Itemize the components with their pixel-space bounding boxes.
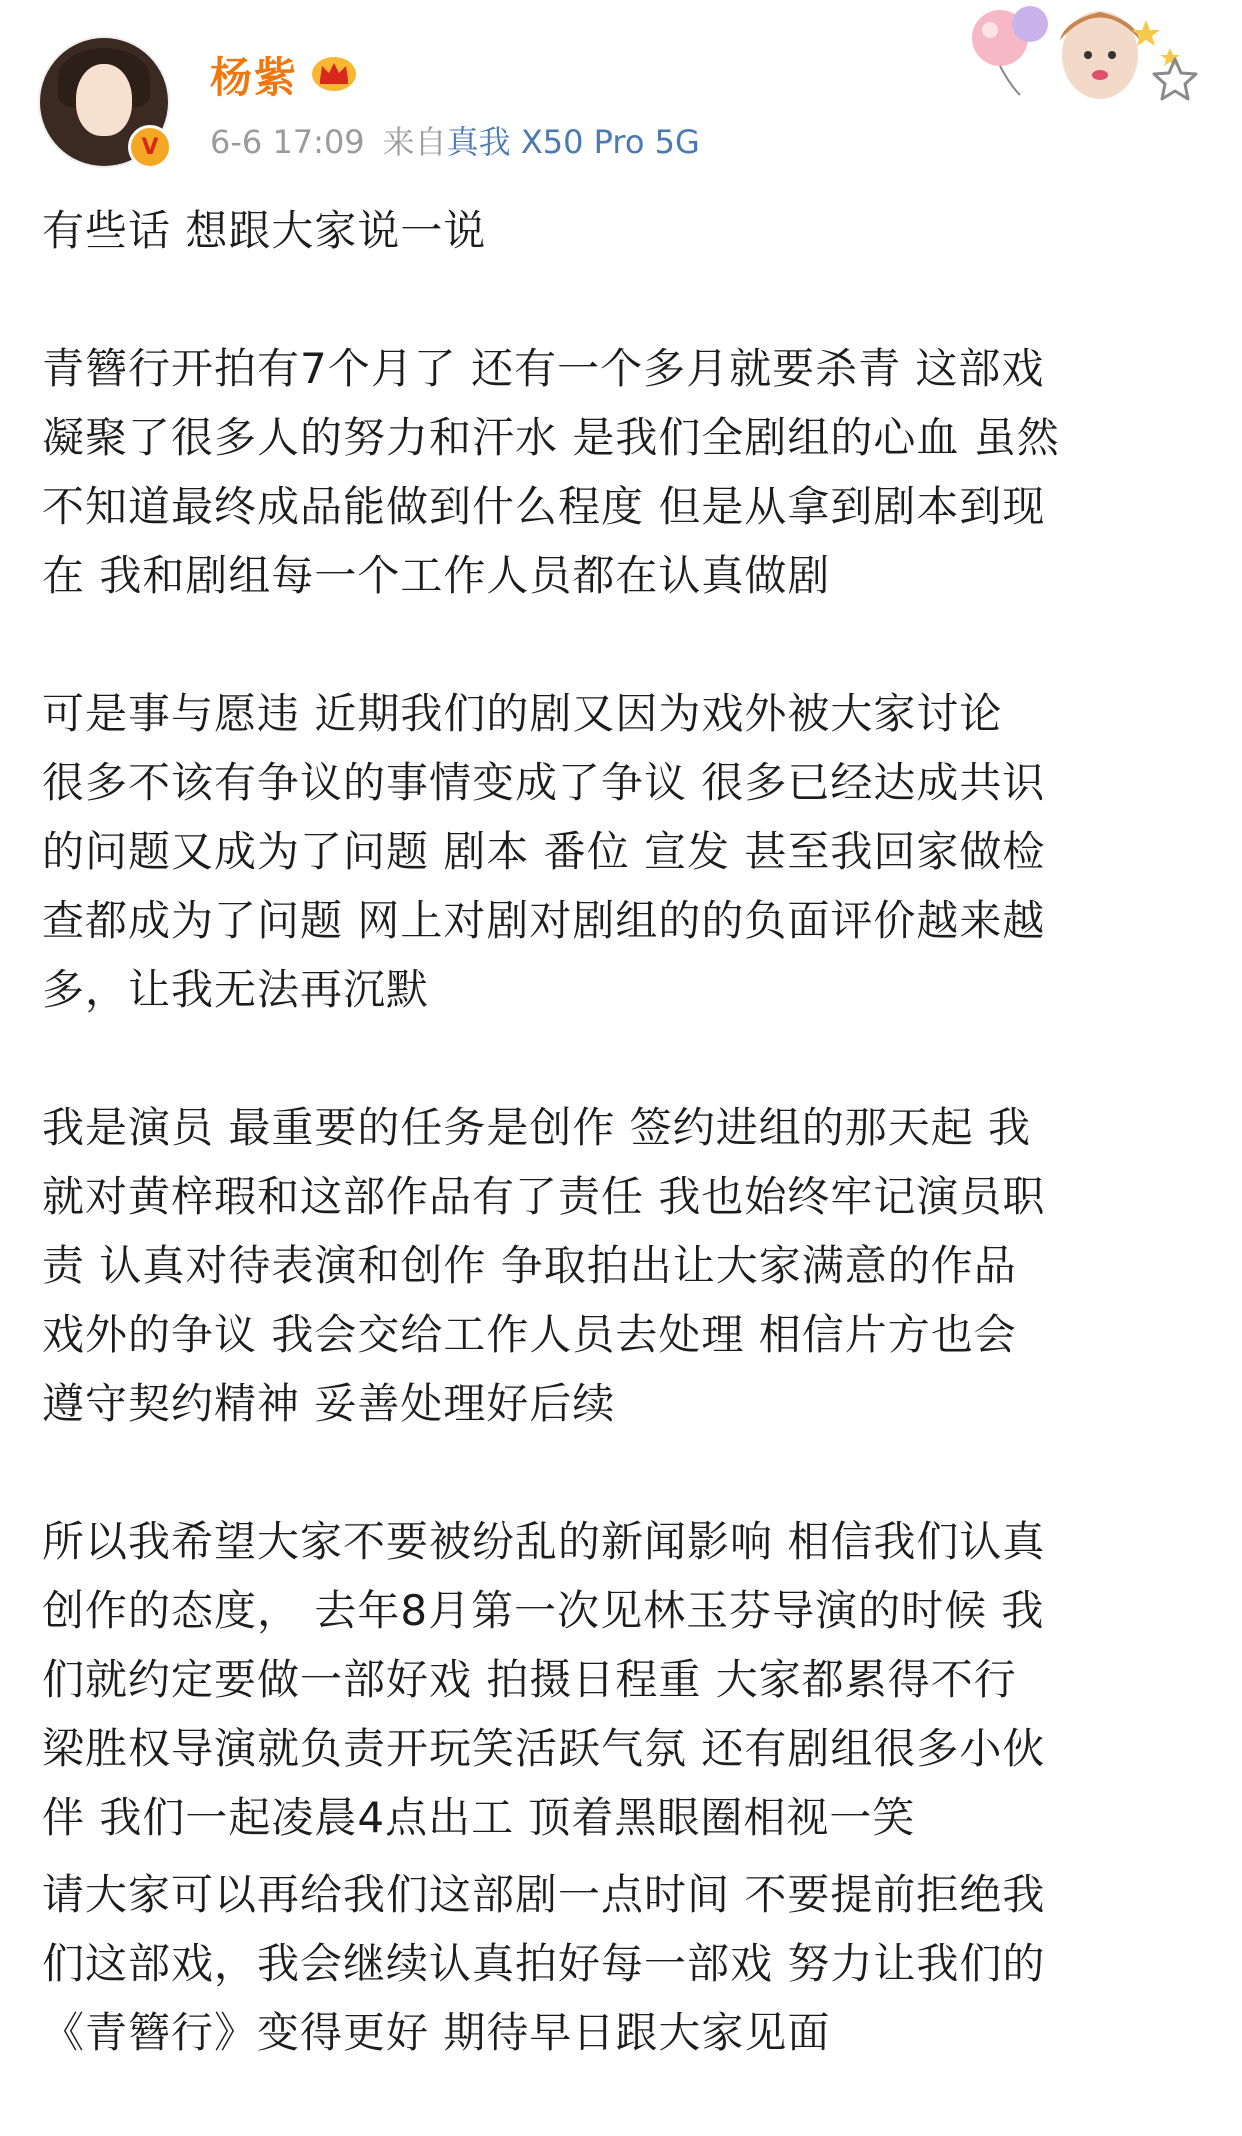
author-name[interactable]: 杨紫 <box>210 53 299 102</box>
source-prefix: 来自 <box>382 123 447 161</box>
post-paragraph-1: 有些话 想跟大家说一说 <box>42 206 487 255</box>
post-paragraph-4: 我是演员 最重要的任务是创作 签约进组的那天起 我 就对黄梓瑕和这部作品有了责任 我也始终牢记演员职 责 认真对待表演和创作 争取拍出让大家满意的作品 戏外的争议 我会交给工作人员去处理 相信片方也会 遵守契约精神 妥善处理好后续 <box>42 1103 1046 1428</box>
post-time: 6-6 17:09 <box>210 123 365 161</box>
verified-badge-icon: V <box>128 125 172 169</box>
avatar-face <box>76 64 132 136</box>
post-meta <box>210 117 700 163</box>
post-paragraph-3: 可是事与愿违 近期我们的剧又因为戏外被大家讨论 很多不该有争议的事情变成了争议 很多已经达成共识 的问题又成为了问题 剧本 番位 宣发 甚至我回家做检 查都成为了问题 网上对剧对剧组的的负面评价越来越 多，让我无法再沉默 <box>42 689 1046 1014</box>
post-header <box>0 0 1242 180</box>
crown-icon <box>310 52 358 92</box>
device-link[interactable]: 真我 X50 Pro 5G <box>446 123 700 161</box>
star-icon[interactable] <box>1150 55 1200 105</box>
post-paragraph-5: 所以我希望大家不要被纷乱的新闻影响 相信我们认真 创作的态度， 去年8月第一次见林玉芬导演的时候 我 们就约定要做一部好戏 拍摄日程重 大家都累得不行 梁胜权导演就负责开玩笑活跃气氛 还有剧组很多小伙 伴 我们一起凌晨4点出工 顶着黑眼圈相视一笑 <box>42 1517 1046 1842</box>
post-body <box>42 196 1212 2136</box>
post-paragraph-2: 青簪行开拍有7个月了 还有一个多月就要杀青 这部戏 凝聚了很多人的努力和汗水 是我们全剧组的心血 虽然 不知道最终成品能做到什么程度 但是从拿到剧本到现 在 我和剧组每一个工作人员都在认真做剧 <box>42 344 1060 600</box>
post-paragraph-6: 请大家可以再给我们这部剧一点时间 不要提前拒绝我 们这部戏，我会继续认真拍好每一部戏 努力让我们的 《青簪行》变得更好 期待早日跟大家见面 <box>42 1870 1046 2057</box>
